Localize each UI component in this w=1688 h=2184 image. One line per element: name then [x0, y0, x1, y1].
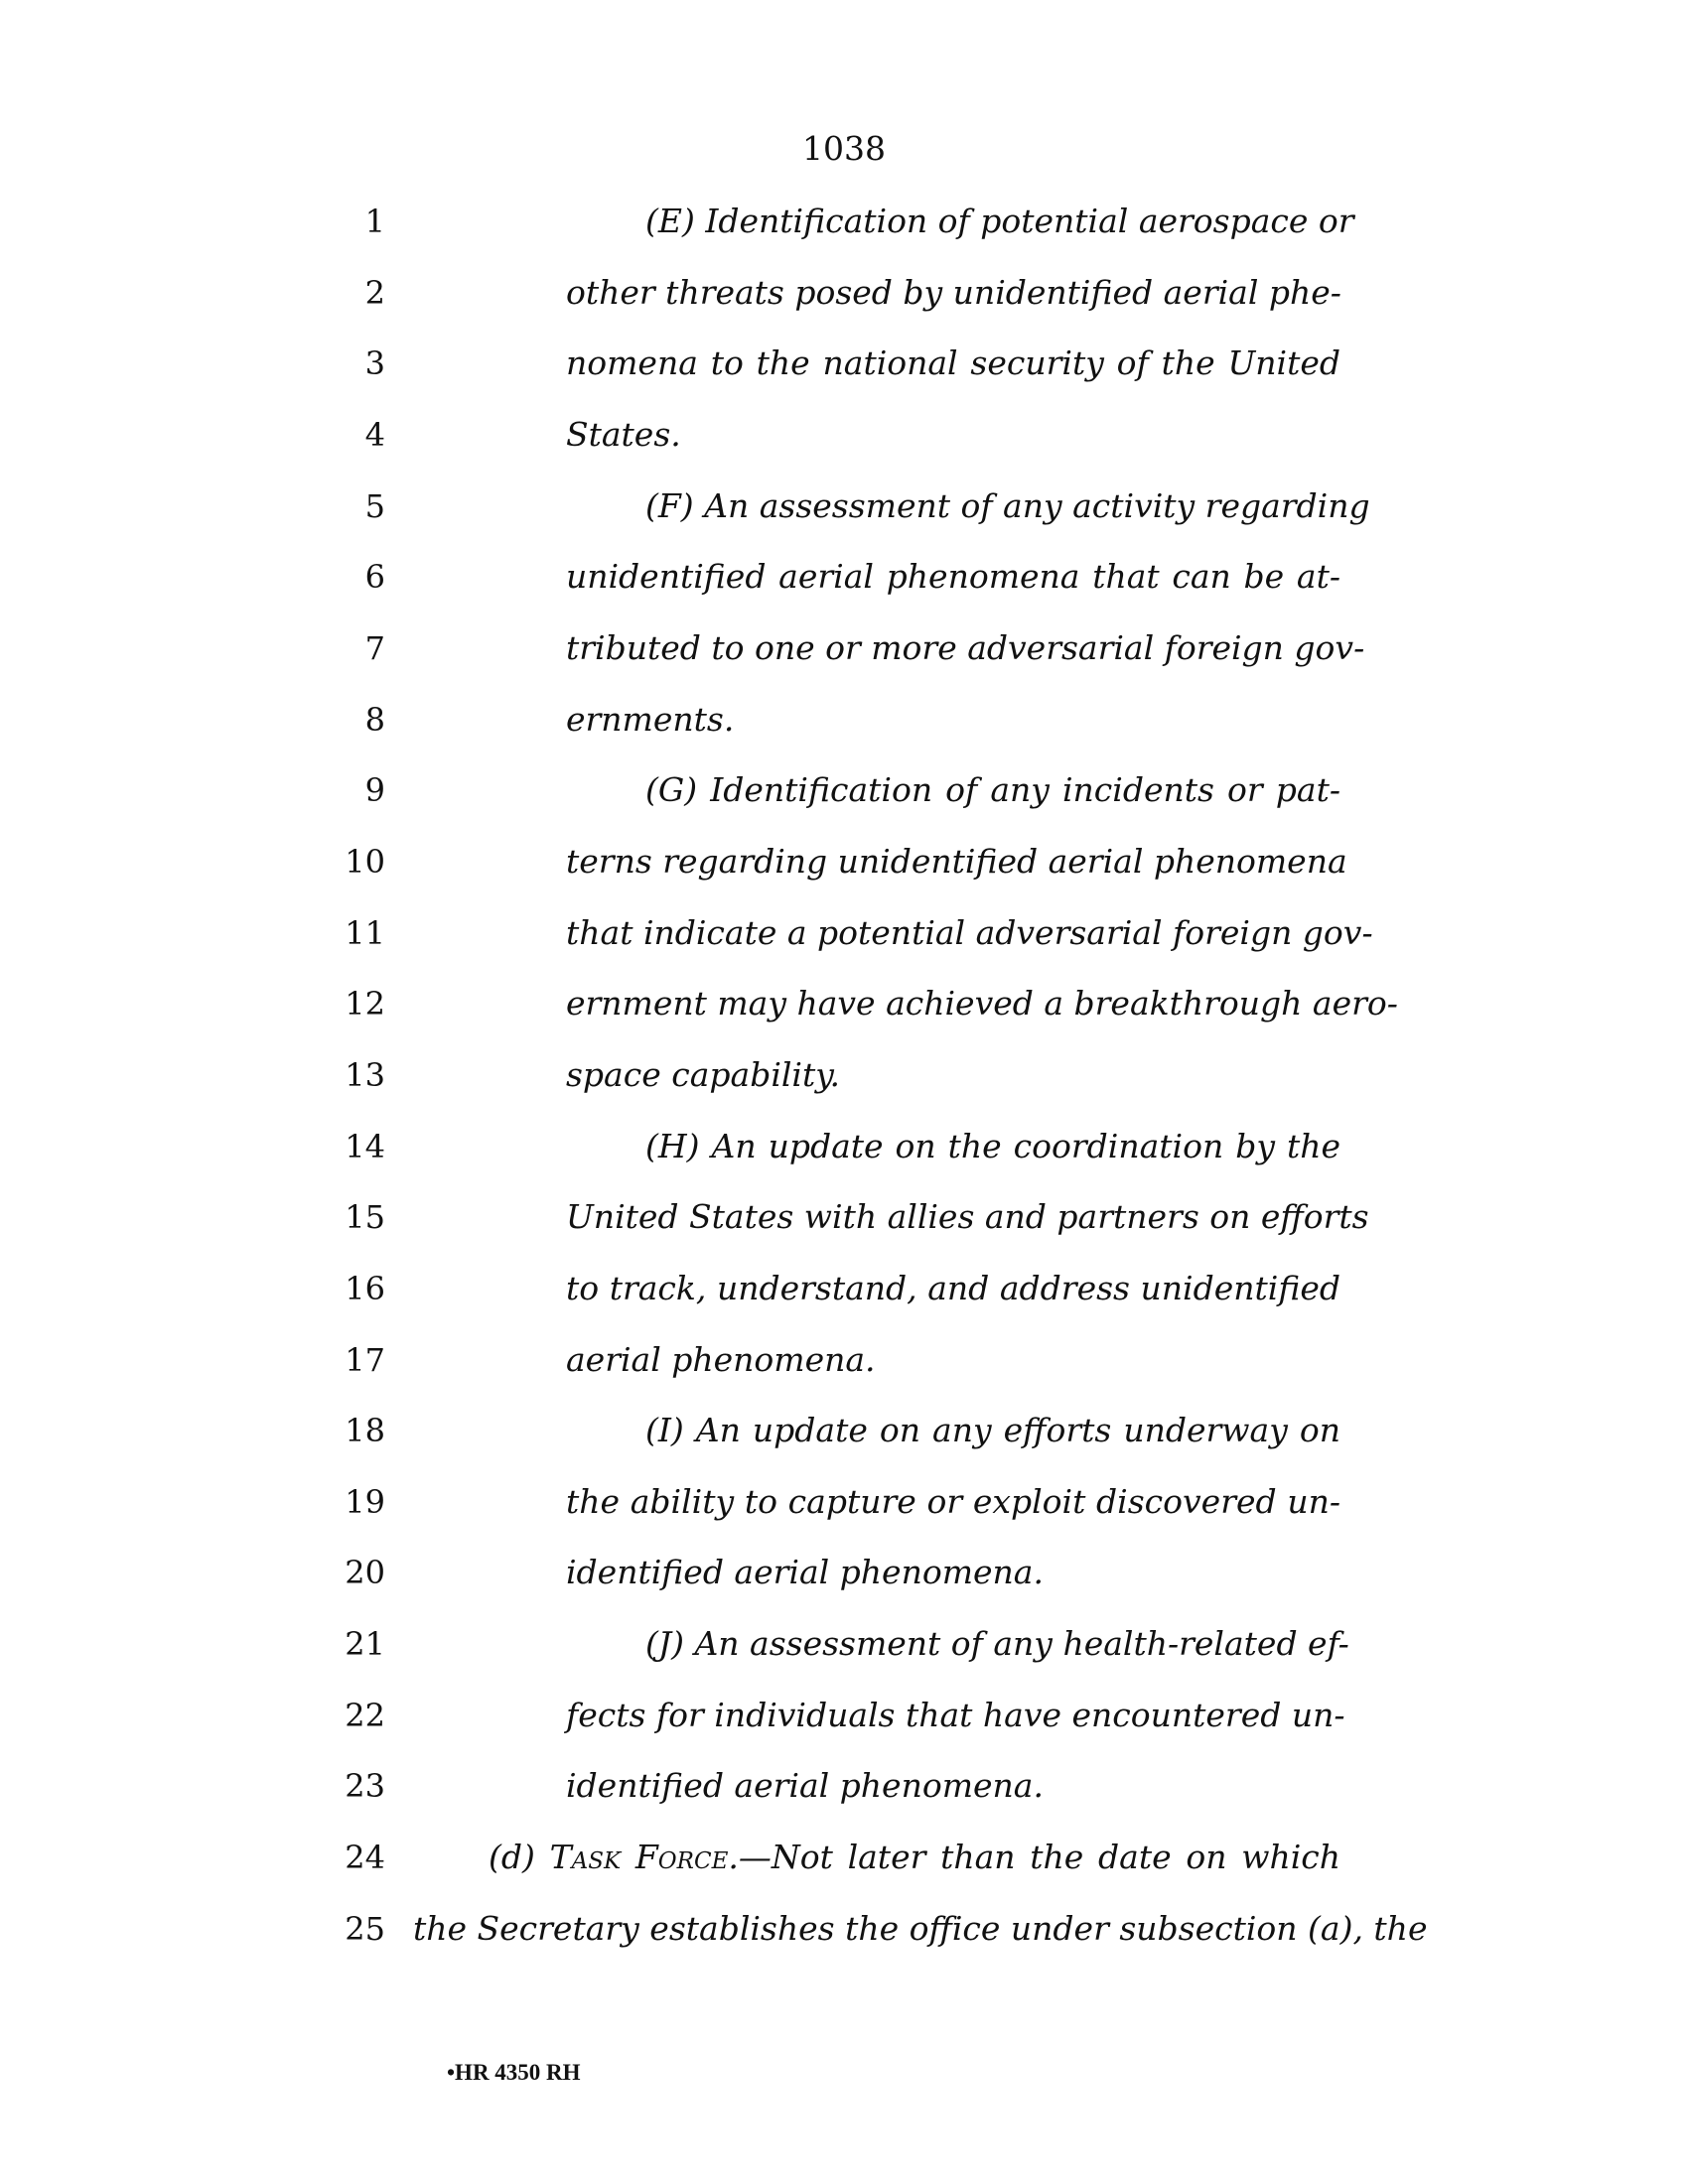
line-number: 16: [345, 1270, 385, 1307]
bill-footer: •HR 4350 RH: [447, 2060, 581, 2085]
document-line: [0, 1472, 1688, 1532]
line-number: 12: [345, 985, 385, 1023]
line-text: the ability to capture or exploit discovered un-: [566, 1482, 1340, 1521]
line-text: terns regarding unidentified aerial phenomena: [566, 842, 1347, 881]
document-line: [0, 1828, 1688, 1887]
subsection-heading: Task Force: [549, 1838, 729, 1876]
line-number: 6: [364, 558, 385, 596]
line-number: 20: [345, 1554, 385, 1591]
line-text: identified aerial phenomena.: [566, 1766, 1044, 1805]
page-number: 1038: [802, 129, 886, 168]
document-line: [0, 618, 1688, 678]
document-line: [0, 1259, 1688, 1318]
document-line: [0, 1756, 1688, 1816]
line-text: (G) Identification of any incidents or pat-: [645, 770, 1340, 809]
document-line: [0, 547, 1688, 607]
line-number: 25: [345, 1910, 385, 1948]
line-text: the Secretary establishes the office under subsection (a), the: [413, 1909, 1428, 1948]
line-number: 3: [364, 344, 385, 382]
line-text: (I) An update on any efforts underway on: [645, 1411, 1340, 1449]
document-line: [0, 1686, 1688, 1745]
line-text: ernment may have achieved a breakthrough aero-: [566, 984, 1398, 1023]
document-line: [0, 1330, 1688, 1390]
line-number: 22: [345, 1697, 385, 1734]
document-line: [0, 832, 1688, 891]
document-line: [0, 405, 1688, 465]
line-number: 23: [345, 1767, 385, 1805]
line-text: nomena to the national security of the United: [566, 343, 1340, 382]
line-text: identified aerial phenomena.: [566, 1553, 1044, 1591]
line-number: 7: [364, 629, 385, 667]
line-text: to track, understand, and address unidentified: [566, 1269, 1340, 1307]
document-line: [0, 1045, 1688, 1105]
document-line: [0, 1117, 1688, 1176]
line-number: 1: [364, 203, 385, 240]
document-line: [0, 1187, 1688, 1247]
document-line: [0, 334, 1688, 393]
line-number: 17: [345, 1341, 385, 1379]
line-text: unidentified aerial phenomena that can be at-: [566, 557, 1340, 596]
line-text: (H) An update on the coordination by the: [645, 1127, 1340, 1165]
line-text: (J) An assessment of any health-related ef-: [645, 1624, 1349, 1663]
document-line: [0, 903, 1688, 963]
line-number: 4: [364, 416, 385, 454]
line-number: 5: [364, 487, 385, 525]
line-text: (E) Identification of potential aerospace or: [645, 202, 1354, 240]
line-text: space capability.: [566, 1055, 840, 1094]
line-number: 15: [345, 1198, 385, 1236]
line-text: United States with allies and partners on efforts: [566, 1197, 1369, 1236]
document-line: [0, 1899, 1688, 1959]
document-line: [0, 1401, 1688, 1460]
document-line: [0, 1543, 1688, 1602]
line-number: 13: [345, 1056, 385, 1094]
document-line: [0, 477, 1688, 536]
line-text: States.: [566, 415, 681, 454]
line-number: 18: [345, 1412, 385, 1449]
line-text: other threats posed by unidentified aerial phe-: [566, 273, 1341, 312]
subsection-text: .—Not later than the date on which: [728, 1838, 1340, 1876]
document-line: [0, 263, 1688, 323]
document-line: [0, 1614, 1688, 1674]
line-number: 2: [364, 274, 385, 312]
line-text: [489, 1828, 1340, 1887]
document-line: [0, 192, 1688, 251]
document-line: [0, 760, 1688, 820]
line-text: ernments.: [566, 700, 735, 739]
line-number: 14: [345, 1128, 385, 1165]
subsection-label: (d): [489, 1838, 550, 1876]
line-number: 19: [345, 1483, 385, 1521]
line-number: 11: [345, 914, 385, 952]
line-number: 10: [345, 843, 385, 881]
line-number: 21: [345, 1625, 385, 1663]
line-text: (F) An assessment of any activity regarding: [645, 486, 1370, 525]
document-line: [0, 974, 1688, 1033]
line-number: 9: [364, 771, 385, 809]
line-text: aerial phenomena.: [566, 1340, 876, 1379]
line-text: fects for individuals that have encountered un-: [566, 1696, 1345, 1734]
line-text: tributed to one or more adversarial foreign gov-: [566, 628, 1365, 667]
line-number: 24: [345, 1839, 385, 1876]
line-number: 8: [364, 701, 385, 739]
line-text: that indicate a potential adversarial foreign gov-: [566, 913, 1373, 952]
document-line: [0, 690, 1688, 750]
